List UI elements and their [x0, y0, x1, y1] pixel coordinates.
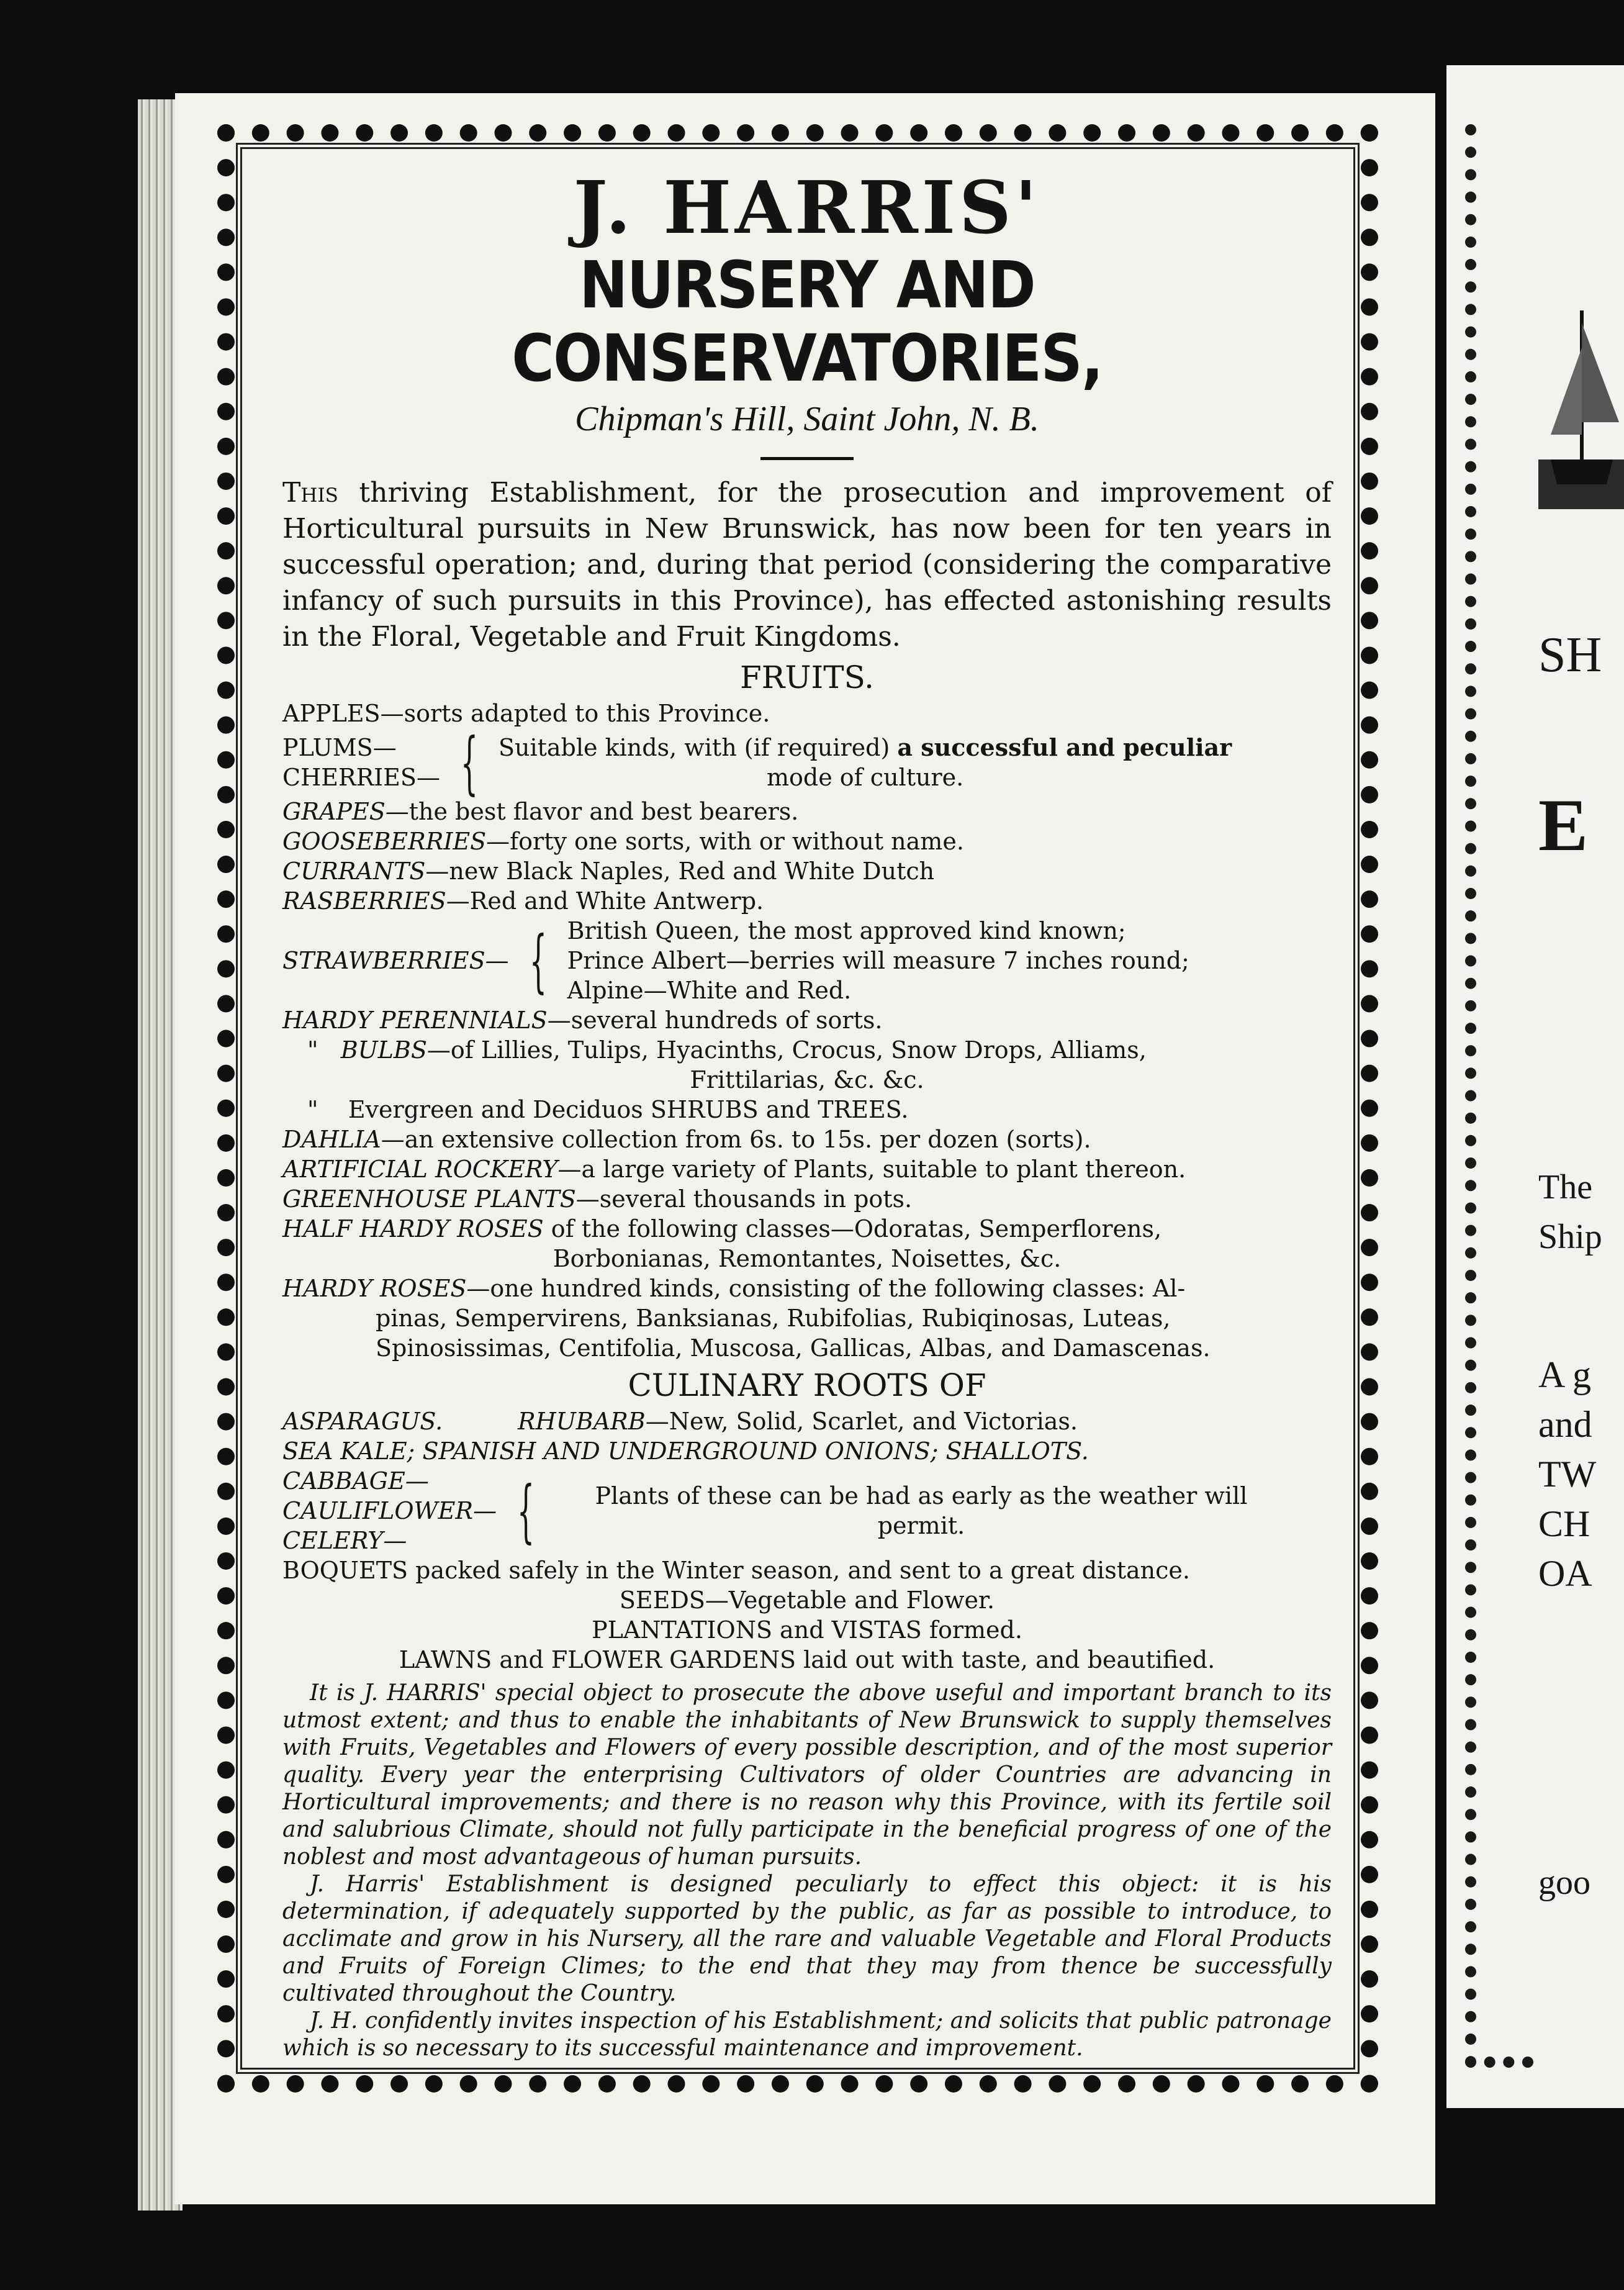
bulbs-label: BULBS — [340, 1036, 427, 1064]
seakale-line: SEA KALE; SPANISH AND UNDERGROUND ONIONS; SHALLOTS. — [282, 1437, 1089, 1465]
advert-title: J. HARRIS' — [573, 166, 1041, 250]
rasberries-text: —Red and White Antwerp. — [446, 887, 764, 915]
right-fragment-2: E — [1538, 784, 1589, 866]
dahlia-text: —an extensive collection from 6s. to 15s. per dozen (sorts). — [381, 1126, 1091, 1153]
right-fragment-5: A g — [1538, 1354, 1592, 1395]
right-fragment-4: Ship — [1538, 1218, 1602, 1256]
dahlia-label: DAHLIA — [282, 1126, 381, 1153]
culinary-heading: CULINARY ROOTS OF — [628, 1367, 986, 1403]
grapes-line — [282, 797, 1332, 826]
plums-label: PLUMS— — [282, 734, 397, 761]
strawberries-label: STRAWBERRIES— — [282, 947, 509, 974]
advertisement — [282, 166, 1332, 2061]
ditto-mark: " — [307, 1036, 318, 1064]
currants-line — [282, 856, 1332, 886]
ditto-mark: " — [307, 1096, 318, 1123]
hardy-roses-label: HARDY ROSES — [282, 1275, 467, 1302]
apples-line: APPLES—sorts adapted to this Province. — [282, 700, 770, 727]
greenhouse-line — [282, 1184, 1332, 1214]
fruits-heading: FRUITS. — [740, 659, 874, 695]
right-fragment-10: goo — [1538, 1863, 1590, 1902]
plums-desc-a: Suitable kinds, with (if required) — [498, 734, 890, 761]
advert-location: Chipman's Hill, Saint John, N. B. — [575, 400, 1039, 438]
rhubarb-text: —New, Solid, Scarlet, and Victorias. — [645, 1408, 1078, 1435]
perennials-line — [282, 1005, 1332, 1035]
strawberries-3: Alpine—White and Red. — [567, 977, 852, 1004]
right-fragment-6: and — [1538, 1404, 1592, 1445]
lawns-line: LAWNS and FLOWER GARDENS laid out with taste, and beautified. — [399, 1646, 1216, 1673]
hardy-roses-cont-1: pinas, Sempervirens, Banksianas, Rubifolias, Rubiqinosas, Luteas, — [376, 1305, 1171, 1332]
title-rule — [760, 457, 854, 460]
currants-label: CURRANTS — [282, 858, 426, 885]
dahlia-line — [282, 1125, 1332, 1154]
brace: { — [460, 723, 478, 802]
asparagus-line — [282, 1406, 1332, 1436]
plums-desc-b: a successful and peculiar — [897, 733, 1232, 761]
currants-text: —new Black Naples, Red and White Dutch — [425, 858, 935, 885]
greenhouse-text: —several thousands in pots. — [575, 1185, 913, 1213]
strawberries-1: British Queen, the most approved kind known; — [567, 917, 1126, 944]
hardy-roses-text: —one hundred kinds, consisting of the following classes: Al- — [466, 1275, 1186, 1302]
rasberries-label: RASBERRIES — [282, 887, 446, 915]
rockery-text: —a large variety of Plants, suitable to plant thereon. — [557, 1156, 1186, 1183]
closing-text — [282, 1680, 1332, 2062]
bulbs-line — [282, 1035, 1332, 1065]
plantations-line: PLANTATIONS and VISTAS formed. — [592, 1616, 1022, 1644]
rhubarb-label: RHUBARB — [518, 1408, 646, 1435]
right-fragment-8: CH — [1538, 1503, 1590, 1544]
rockery-label: ARTIFICIAL ROCKERY — [282, 1156, 558, 1183]
intro-text: thriving Establishment, for the prosecution and improvement of Horticultural pursuits in New Brunswick, has now been for ten years in successful operation; and, during that period (considering the comparative infancy of such pursuits in this Province), has effected astonishing results in the Floral, Vegetable and Fruit Kingdoms. — [282, 477, 1332, 653]
cauliflower-label: CAULIFLOWER— — [282, 1497, 497, 1524]
closing-paragraph-3: J. H. confidently invites inspection of his Establishment; and solicits that public patronage which is so necessary to its successful maintenance and improvement. — [282, 2008, 1332, 2061]
hardy-roses-line — [282, 1274, 1332, 1303]
boquets-line: BOQUETS packed safely in the Winter season, and sent to a great distance. — [282, 1557, 1190, 1584]
asparagus-label: ASPARAGUS. — [282, 1408, 443, 1435]
gooseberries-line — [282, 826, 1332, 856]
cabbage-group — [282, 1466, 1332, 1555]
intro-lead: This — [282, 477, 338, 509]
grapes-label: GRAPES — [282, 798, 386, 825]
half-hardy-roses-text: of the following classes—Odoratas, Semperflorens, — [551, 1215, 1162, 1242]
half-hardy-roses-line — [282, 1214, 1332, 1244]
right-fragment-7: TW — [1538, 1454, 1597, 1495]
plants-desc: Plants of these can be had as early as the weather will permit. — [595, 1482, 1248, 1539]
plums-cherries-group — [282, 723, 1332, 802]
bulbs-cont: Frittilarias, &c. &c. — [690, 1066, 924, 1093]
intro-paragraph — [282, 475, 1332, 655]
right-fragment-3: The — [1538, 1168, 1593, 1206]
half-hardy-roses-cont: Borbonianas, Remontantes, Noisettes, &c. — [553, 1245, 1062, 1272]
gooseberries-label: GOOSEBERRIES — [282, 828, 487, 855]
right-fragment-9: OA — [1538, 1553, 1592, 1594]
rockery-line — [282, 1154, 1332, 1184]
seeds-line: SEEDS—Vegetable and Flower. — [619, 1586, 995, 1614]
perennials-text: —several hundreds of sorts. — [547, 1007, 883, 1034]
cherries-label: CHERRIES— — [282, 764, 440, 791]
shrubs-text: Evergreen and Deciduos SHRUBS and TREES. — [348, 1096, 909, 1123]
grapes-text: —the best flavor and best bearers. — [385, 798, 799, 825]
brace: { — [517, 1471, 535, 1550]
closing-paragraph-2: J. Harris' Establishment is designed peculiarly to effect this object: it is his determination, if adequately supported by the public, as far as possible to introduce, to acclimate and grow in his Nursery, all the rare and valuable Vegetable and Floral Products and Fruits of Foreign Climes; to the end that they may from thence be successfully cultivated throughout the Country. — [282, 1871, 1332, 2006]
advert-subtitle: NURSERY AND CONSERVATORIES, — [512, 247, 1103, 396]
hardy-roses-cont-2: Spinosissimas, Centifolia, Muscosa, Gallicas, Albas, and Damascenas. — [376, 1334, 1211, 1362]
plums-desc-c: mode of culture. — [766, 764, 964, 791]
strawberries-group — [282, 916, 1332, 1005]
gooseberries-text: —forty one sorts, with or without name. — [486, 828, 964, 855]
greenhouse-label: GREENHOUSE PLANTS — [282, 1185, 576, 1213]
celery-label: CELERY— — [282, 1527, 407, 1554]
closing-paragraph-1: It is J. HARRIS' special object to prosecute the above useful and important branch to its utmost extent; and thus to enable the inhabitants of New Brunswick to supply themselves with Fruits, Vegetables and Flowers of every possible description, and of the most superior quality. Every year the enterprising Cultivators of older Countries are advancing in Horticultural improvements; and there is no reason why this Province, with its fertile soil and salubrious Climate, should not fully participate in the beneficial progress of one of the noblest and most advantageous of human pursuits. — [282, 1680, 1332, 1870]
right-page-border — [1465, 124, 1533, 2068]
brace: { — [529, 921, 547, 1000]
half-hardy-roses-label: HALF HARDY ROSES — [282, 1215, 544, 1242]
shrubs-line — [282, 1095, 1332, 1125]
rasberries-line — [282, 886, 1332, 916]
right-fragment-1: SH — [1538, 628, 1602, 682]
strawberries-2: Prince Albert—berries will measure 7 inches round; — [567, 947, 1189, 974]
ship-engraving — [1538, 273, 1624, 546]
bulbs-text: —of Lillies, Tulips, Hyacinths, Crocus, Snow Drops, Alliams, — [426, 1036, 1147, 1064]
perennials-label: HARDY PERENNIALS — [282, 1007, 548, 1034]
cabbage-label: CABBAGE— — [282, 1467, 429, 1495]
